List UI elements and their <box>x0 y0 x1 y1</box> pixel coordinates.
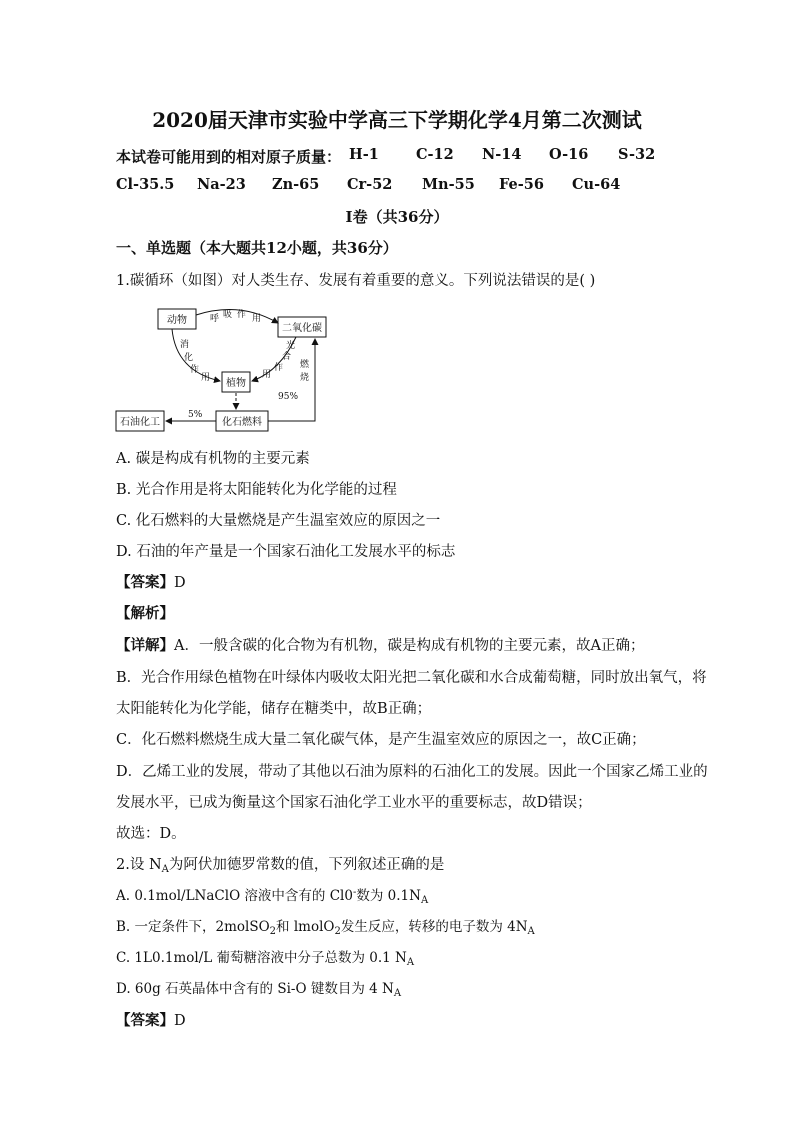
mass-na: Na-23 <box>197 176 246 193</box>
mass-c: C-12 <box>416 146 454 163</box>
dig-3: 作 <box>190 365 200 375</box>
resp-4: 用 <box>252 314 262 324</box>
mass-cu: Cu-64 <box>572 176 621 193</box>
mass-cl: Cl-35.5 <box>116 176 175 193</box>
label-animal: 动物 <box>167 315 187 326</box>
burn-1: 燃 <box>300 360 310 370</box>
mass-zn: Zn-65 <box>272 176 320 193</box>
mass-o: O-16 <box>549 146 589 163</box>
q1-detail-b1: B．光合作用绿色植物在叶绿体内吸收太阳光把二氧化碳和水合成葡萄糖，同时放出氧气，将 <box>116 670 707 686</box>
page-title: 2020届天津市实验中学高三下学期化学4月第二次测试 <box>152 108 642 132</box>
q2-option-b: B. 一定条件下，2molSO$_2$和 lmolO$_2$发生反应，转移的电子数为 $4N_A$ <box>116 919 535 937</box>
mass-h: H-1 <box>349 146 379 163</box>
q1-detail-d1: D．乙烯工业的发展，带动了其他以石油为原料的石油化工的发展。因此一个国家乙烯工业的 <box>116 764 708 780</box>
q1-option-a: A. 碳是构成有机物的主要元素 <box>116 451 310 467</box>
label-petro: 石油化工 <box>120 417 160 428</box>
pct-95: 95% <box>278 392 299 402</box>
part-heading: 一、单选题（本大题共12小题，共36分） <box>116 239 398 257</box>
q1-analysis-label: 【解析】 <box>116 605 174 622</box>
burn-2: 烧 <box>300 373 310 383</box>
photo-3: 作 <box>274 363 284 373</box>
dig-2: 化 <box>184 353 194 363</box>
photo-1: 光 <box>286 341 296 351</box>
label-fossil: 化石燃料 <box>222 417 262 428</box>
mass-n: N-14 <box>482 146 522 163</box>
resp-1: 呼 <box>210 314 220 324</box>
q2-stem: 2.设 $N_A$为阿伏加德罗常数的值，下列叙述正确的是 <box>116 857 445 875</box>
dig-1: 消 <box>180 340 190 350</box>
q2-option-a: A. 0.1mol/LNaClO 溶液中含有的 Cl0-数为 $0.1N_A$ <box>116 887 429 906</box>
q1-detail-b2: 太阳能转化为化学能，储存在糖类中，故B正确； <box>116 701 432 717</box>
q1-conclusion: 故选：D。 <box>116 826 186 842</box>
carbon-cycle-diagram <box>110 297 330 437</box>
q1-option-d: D. 石油的年产量是一个国家石油化工发展水平的标志 <box>116 544 456 560</box>
q1-option-c: C. 化石燃料的大量燃烧是产生温室效应的原因之一 <box>116 513 441 529</box>
mass-s: S-32 <box>618 146 656 163</box>
q2-option-d: D. 60g 石英晶体中含有的 Si-O 键数目为 4 $N_A$ <box>116 981 402 999</box>
label-co2: 二氧化碳 <box>282 323 322 334</box>
section-heading: I卷（共36分） <box>345 208 449 226</box>
mass-fe: Fe-56 <box>499 176 544 193</box>
q1-answer: 【答案】D <box>116 574 186 591</box>
q1-detail-c: C．化石燃料燃烧生成大量二氧化碳气体，是产生温室效应的原因之一，故C正确； <box>116 732 646 748</box>
resp-3: 作 <box>237 310 247 320</box>
masses-intro: 本试卷可能用到的相对原子质量： <box>116 148 342 166</box>
q2-option-c: C. 1L0.1mol/L 葡萄糖溶液中分子总数为 0.1 $N_A$ <box>116 950 415 968</box>
photo-2: 合 <box>282 352 292 362</box>
label-plant: 植物 <box>226 378 246 389</box>
dig-4: 用 <box>201 373 211 383</box>
q2-answer: 【答案】D <box>116 1012 186 1029</box>
resp-2: 吸 <box>223 310 233 320</box>
mass-cr: Cr-52 <box>347 176 393 193</box>
pct-5: 5% <box>188 410 203 420</box>
q1-detail-a: 【详解】A．一般含碳的化合物为有机物，碳是构成有机物的主要元素，故A正确； <box>116 637 645 654</box>
photo-4: 用 <box>262 370 272 380</box>
q1-option-b: B. 光合作用是将太阳能转化为化学能的过程 <box>116 482 397 498</box>
mass-mn: Mn-55 <box>422 176 475 193</box>
q1-stem: 1.碳循环（如图）对人类生存、发展有着重要的意义。下列说法错误的是( ) <box>116 273 596 289</box>
q1-detail-d2: 发展水平，已成为衡量这个国家石油化学工业水平的重要标志，故D错误； <box>116 795 592 811</box>
